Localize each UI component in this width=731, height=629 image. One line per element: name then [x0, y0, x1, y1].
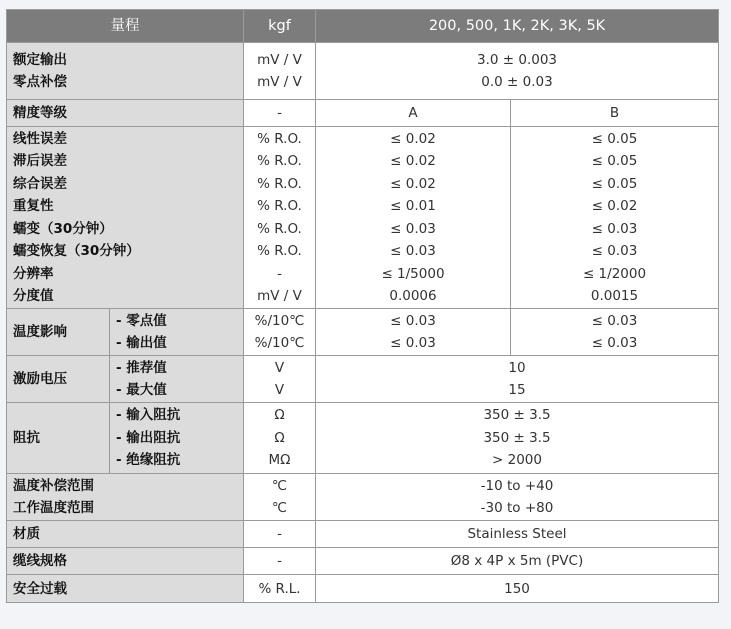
- value-cell: ≤ 1/2000: [582, 265, 647, 282]
- unit-cell: -: [244, 521, 316, 548]
- material-row: [7, 521, 719, 548]
- temp-effect-label: 温度影响: [7, 309, 110, 356]
- header-range-label: 量程: [7, 10, 244, 43]
- material-label: 材质: [7, 521, 244, 548]
- division-label: 分度值: [13, 288, 54, 304]
- temp-effect-sublabels: [110, 309, 244, 356]
- temp-range-values: [316, 474, 719, 521]
- unit-cell: ℃: [271, 500, 288, 516]
- unit-cell: % R.O.: [257, 130, 302, 147]
- unit-cell: mV / V: [257, 74, 302, 90]
- value-cell: ≤ 0.03: [591, 243, 638, 259]
- value-cell: ≤ 0.02: [591, 198, 638, 214]
- output-units: [244, 43, 316, 100]
- cable-row: [7, 548, 719, 575]
- temp-range-labels: [7, 474, 244, 521]
- unit-cell: % R.O.: [257, 153, 302, 169]
- material-value: Stainless Steel: [316, 521, 719, 548]
- unit-cell: mV / V: [257, 288, 302, 304]
- value-cell: ≤ 0.05: [591, 130, 638, 147]
- output-impedance-sublabel: - 输出阻抗: [116, 429, 181, 446]
- value-cell: ≤ 0.01: [390, 198, 436, 214]
- value-cell: ≤ 0.03: [390, 312, 436, 329]
- error-labels: [7, 127, 244, 309]
- unit-cell: %/10℃: [254, 335, 305, 351]
- rated-output-label: 额定输出: [13, 51, 67, 68]
- linearity-label: 线性误差: [13, 130, 67, 147]
- excitation-units: [244, 356, 316, 403]
- temp-effect-row: [7, 309, 719, 356]
- impedance-sublabels: [110, 403, 244, 474]
- input-impedance-sublabel: - 输入阻抗: [116, 407, 181, 424]
- output-value-sublabel: - 输出值: [116, 335, 167, 351]
- output-labels: [7, 43, 244, 100]
- impedance-units: [244, 403, 316, 474]
- temp-effect-units: [244, 309, 316, 356]
- rated-output-value: 3.0 ± 0.003: [477, 51, 558, 68]
- value-cell: ≤ 0.03: [390, 220, 436, 237]
- value-cell: ≤ 0.03: [591, 220, 638, 237]
- header-capacities: 200, 500, 1K, 2K, 3K, 5K: [316, 10, 719, 43]
- overload-row: [7, 575, 719, 603]
- operating-range-label: 工作温度范围: [13, 500, 94, 516]
- compensated-range-label: 温度补偿范围: [13, 477, 94, 494]
- errors-row: [7, 127, 719, 309]
- error-values-a: [316, 127, 511, 309]
- spec-table-frame: [6, 9, 718, 621]
- value-cell: ≤ 0.05: [591, 175, 638, 192]
- unit-cell: %/10℃: [254, 312, 305, 329]
- value-cell: 10: [508, 359, 526, 376]
- value-cell: -30 to +80: [480, 500, 554, 516]
- value-cell: ≤ 0.02: [390, 153, 436, 169]
- overload-label: 安全过载: [7, 575, 244, 603]
- cable-value: Ø8 x 4P x 5m (PVC): [316, 548, 719, 575]
- creep-label: 蠕变（30分钟）: [13, 220, 113, 237]
- impedance-values: [316, 403, 719, 474]
- value-cell: 350 ± 3.5: [483, 429, 551, 446]
- unit-cell: Ω: [274, 429, 285, 446]
- value-cell: 0.0006: [389, 288, 437, 304]
- output-values: [316, 43, 719, 100]
- excitation-row: [7, 356, 719, 403]
- value-cell: ≤ 0.03: [390, 243, 436, 259]
- value-cell: ≤ 0.02: [390, 175, 436, 192]
- temp-range-row: [7, 474, 719, 521]
- value-cell: -10 to +40: [480, 477, 554, 494]
- class-b-header: B: [511, 100, 719, 127]
- output-row: [7, 43, 719, 100]
- temp-range-units: [244, 474, 316, 521]
- combined-error-label: 综合误差: [13, 175, 67, 192]
- unit-cell: % R.O.: [257, 243, 302, 259]
- unit-cell: Ω: [274, 407, 285, 424]
- unit-cell: % R.O.: [257, 198, 302, 214]
- value-cell: 15: [508, 382, 526, 398]
- temp-effect-values-a: [316, 309, 511, 356]
- value-cell: ≤ 0.03: [591, 312, 638, 329]
- value-cell: 350 ± 3.5: [483, 407, 551, 424]
- header-unit: kgf: [244, 10, 316, 43]
- unit-cell: V: [274, 359, 285, 376]
- insulation-sublabel: - 绝缘阻抗: [116, 452, 181, 469]
- class-a-header: A: [316, 100, 511, 127]
- maximum-sublabel: - 最大值: [116, 382, 167, 398]
- unit-cell: ℃: [271, 477, 288, 494]
- excitation-sublabels: [110, 356, 244, 403]
- error-units: [244, 127, 316, 309]
- error-values-b: [511, 127, 719, 309]
- unit-cell: -: [244, 548, 316, 575]
- unit-cell: -: [244, 100, 316, 127]
- unit-cell: -: [277, 265, 282, 282]
- excitation-label: 激励电压: [7, 356, 110, 403]
- accuracy-class-row: [7, 100, 719, 127]
- overload-value: 150: [316, 575, 719, 603]
- creep-recovery-label: 蠕变恢复（30分钟）: [13, 243, 140, 259]
- value-cell: ≤ 0.03: [390, 335, 436, 351]
- hysteresis-label: 滞后误差: [13, 153, 67, 169]
- unit-cell: V: [274, 382, 285, 398]
- value-cell: > 2000: [492, 452, 542, 469]
- impedance-row: [7, 403, 719, 474]
- unit-cell: MΩ: [268, 452, 291, 469]
- temp-effect-values-b: [511, 309, 719, 356]
- unit-cell: % R.O.: [257, 175, 302, 192]
- value-cell: ≤ 0.03: [591, 335, 638, 351]
- value-cell: ≤ 0.02: [390, 130, 436, 147]
- accuracy-class-label: 精度等级: [7, 100, 244, 127]
- value-cell: ≤ 1/5000: [381, 265, 445, 282]
- unit-cell: % R.L.: [244, 575, 316, 603]
- zero-value-sublabel: - 零点值: [116, 312, 167, 329]
- value-cell: 0.0015: [590, 288, 639, 304]
- cable-label: 缆线规格: [7, 548, 244, 575]
- header-row: [7, 10, 719, 43]
- zero-balance-value: 0.0 ± 0.03: [481, 74, 553, 90]
- unit-cell: % R.O.: [257, 220, 302, 237]
- repeatability-label: 重复性: [13, 198, 54, 214]
- recommended-sublabel: - 推荐值: [116, 359, 167, 376]
- spec-table: [6, 9, 719, 603]
- excitation-values: [316, 356, 719, 403]
- value-cell: ≤ 0.05: [591, 153, 638, 169]
- resolution-label: 分辨率: [13, 265, 54, 282]
- unit-cell: mV / V: [257, 51, 302, 68]
- impedance-label: 阻抗: [7, 403, 110, 474]
- zero-balance-label: 零点补偿: [13, 74, 67, 90]
